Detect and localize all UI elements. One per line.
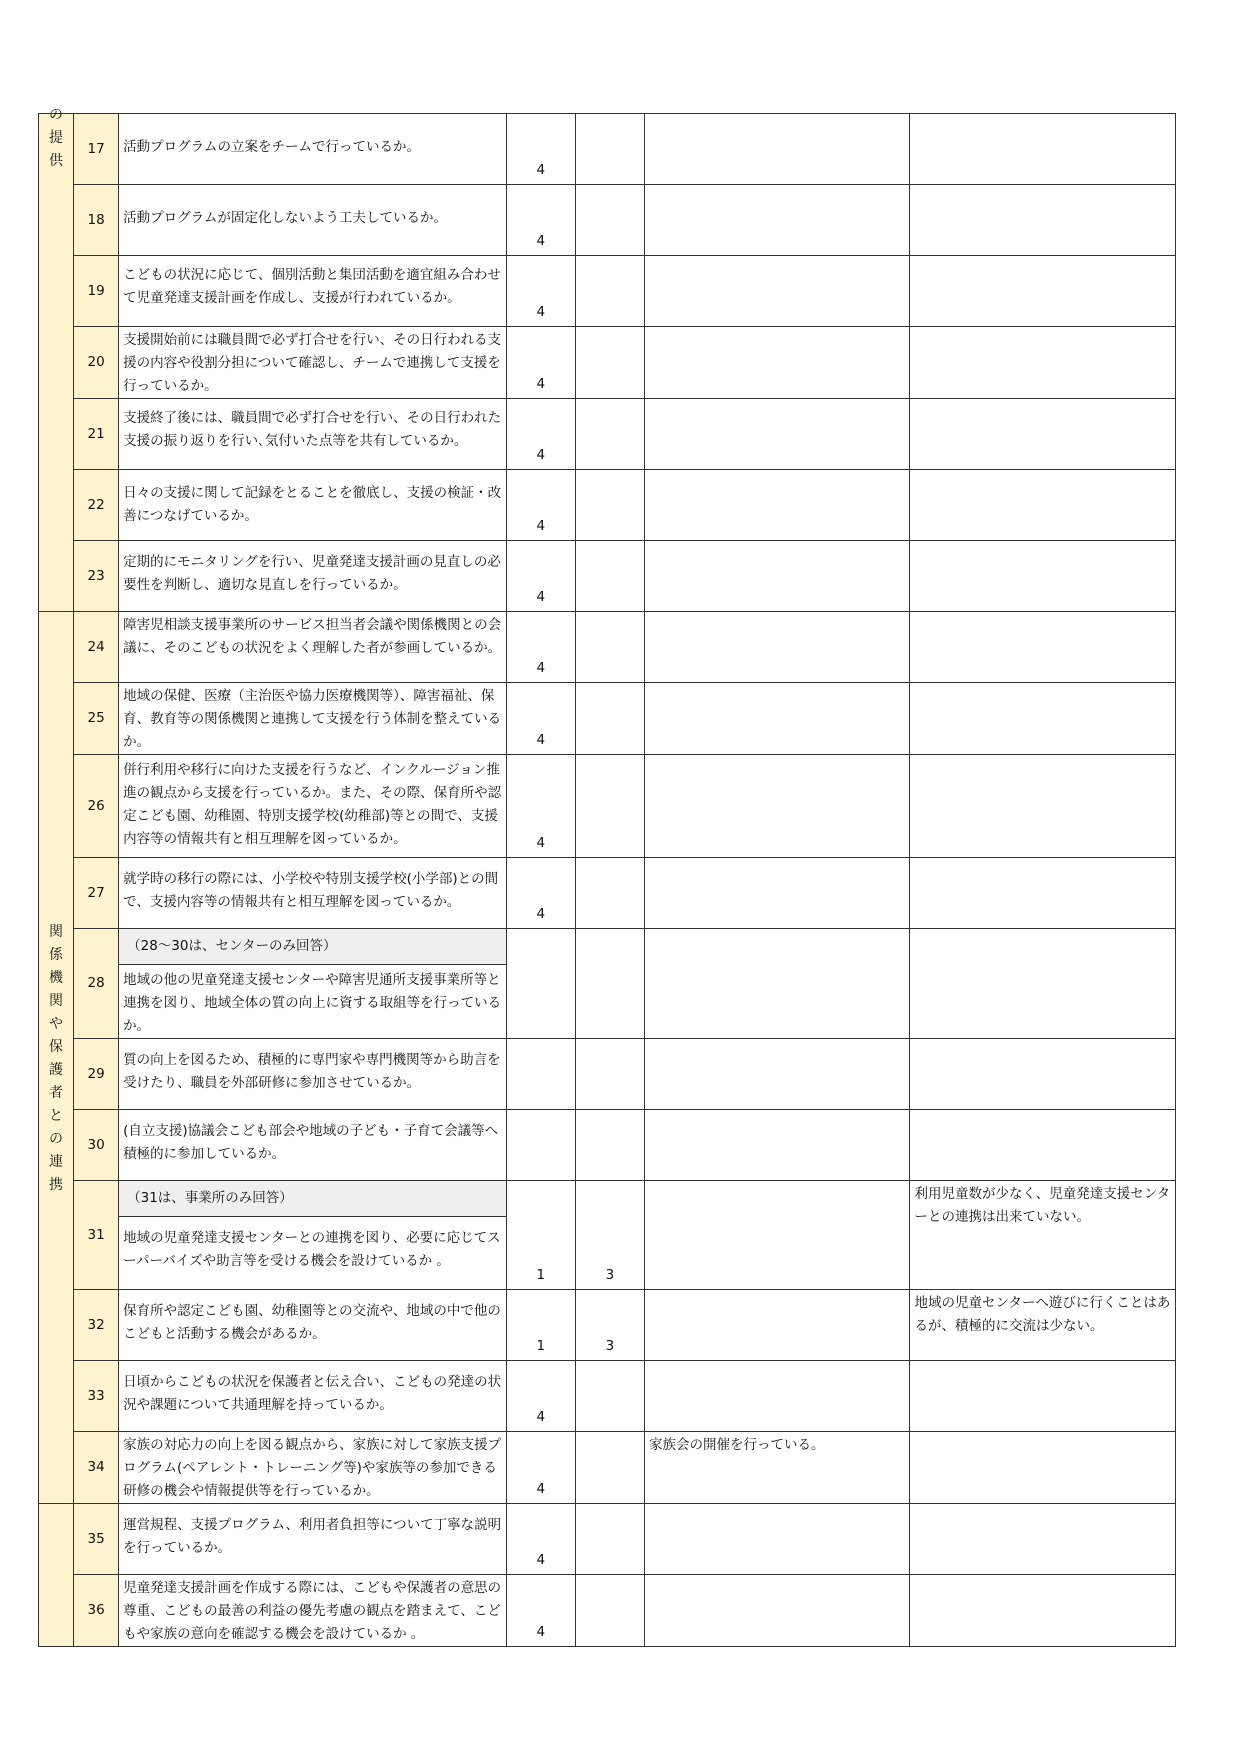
question-text: 質の向上を図るため、積極的に専門家や専門機関等から助言を受けたり、職員を外部研修に参加させているか。 bbox=[123, 1052, 501, 1091]
question-text: 定期的にモニタリングを行い、児童発達支援計画の見直しの必要性を判断し、適切な見直しを行っているか。 bbox=[123, 554, 501, 593]
answer-no-cell bbox=[575, 858, 644, 929]
answer-yes-count: 4 bbox=[536, 518, 546, 534]
item-number: 32 bbox=[74, 1290, 119, 1361]
item-number: 29 bbox=[74, 1039, 119, 1110]
answer-no-cell bbox=[575, 929, 644, 1039]
item-number: 22 bbox=[74, 470, 119, 541]
item-number: 20 bbox=[74, 327, 119, 399]
answer-yes-cell bbox=[506, 1361, 575, 1432]
question-text: 日頃からこどもの状況を保護者と伝え合い、こどもの発達の状況や課題について共通理解を持っているか。 bbox=[123, 1374, 502, 1413]
effort-text bbox=[645, 1290, 909, 1292]
answer-yes-cell bbox=[506, 114, 575, 185]
improvement-cell bbox=[910, 399, 1176, 470]
item-number: 26 bbox=[74, 755, 119, 858]
answer-yes-cell bbox=[506, 1504, 575, 1575]
improvement-text bbox=[910, 1361, 1175, 1363]
question-text: 地域の児童発達支援センターとの連携を図り、必要に応じてスーパーバイズや助言等を受ける機会を設けているか 。 bbox=[123, 1230, 501, 1269]
effort-cell bbox=[645, 1110, 910, 1181]
effort-cell bbox=[645, 1504, 910, 1575]
question-text: 支援開始前には職員間で必ず打合せを行い、その日行われる支援の内容や役割分担について確認し、チームで連携して支援を行っているか。 bbox=[123, 332, 502, 394]
answer-no-cell bbox=[575, 1290, 644, 1361]
answer-yes-count: 1 bbox=[536, 1267, 546, 1283]
answer-no-cell bbox=[575, 612, 644, 683]
answer-yes-count: 4 bbox=[536, 906, 546, 922]
improvement-cell bbox=[910, 1361, 1176, 1432]
answer-no-cell bbox=[575, 1575, 644, 1647]
effort-text bbox=[645, 1504, 909, 1506]
answer-yes-count: 4 bbox=[536, 835, 546, 851]
effort-text bbox=[645, 114, 909, 116]
answer-yes-cell bbox=[506, 1432, 575, 1504]
answer-no-cell bbox=[575, 1361, 644, 1432]
table-row bbox=[39, 1290, 1176, 1361]
improvement-cell bbox=[910, 1039, 1176, 1110]
effort-cell bbox=[645, 541, 910, 612]
improvement-cell bbox=[910, 1432, 1176, 1504]
table-row bbox=[39, 612, 1176, 683]
improvement-text bbox=[910, 1504, 1175, 1506]
answer-no-cell bbox=[575, 327, 644, 399]
answer-no-count: 3 bbox=[605, 1267, 615, 1283]
answer-no-cell bbox=[575, 1432, 644, 1504]
answer-yes-cell bbox=[506, 1290, 575, 1361]
question-text: 地域の保健、医療（主治医や協力医療機関等）、障害福祉、保育、教育等の関係機関と連携して支援を行う体制を整えているか。 bbox=[123, 688, 502, 750]
item-number: 19 bbox=[74, 256, 119, 327]
table-row bbox=[39, 327, 1176, 399]
table-row bbox=[39, 858, 1176, 929]
item-number: 21 bbox=[74, 399, 119, 470]
effort-cell bbox=[645, 327, 910, 399]
question-text: 地域の他の児童発達支援センターや障害児通所支援事業所等と連携を図り、地域全体の質の向上に資する取組等を行っているか。 bbox=[123, 972, 502, 1034]
improvement-cell bbox=[910, 612, 1176, 683]
answer-yes-count: 4 bbox=[536, 304, 546, 320]
answer-scope-note: （28～30は、センターのみ回答） bbox=[119, 929, 506, 965]
effort-cell bbox=[645, 1361, 910, 1432]
question-text: 活動プログラムが固定化しないよう工夫しているか。 bbox=[123, 210, 447, 226]
effort-text bbox=[645, 541, 909, 543]
effort-cell bbox=[645, 858, 910, 929]
answer-no-cell bbox=[575, 470, 644, 541]
answer-no-cell bbox=[575, 185, 644, 256]
table-row bbox=[39, 256, 1176, 327]
category-cell bbox=[39, 612, 74, 1504]
improvement-cell bbox=[910, 1181, 1176, 1290]
question-cell bbox=[119, 399, 507, 470]
answer-no-cell bbox=[575, 541, 644, 612]
item-number: 23 bbox=[74, 541, 119, 612]
question-cell bbox=[119, 1361, 507, 1432]
item-number: 36 bbox=[74, 1575, 119, 1647]
effort-text bbox=[645, 929, 909, 931]
answer-no-cell bbox=[575, 755, 644, 858]
effort-text bbox=[645, 1575, 909, 1577]
category-cell bbox=[39, 1504, 74, 1647]
question-cell bbox=[119, 755, 507, 858]
improvement-text bbox=[910, 1110, 1175, 1112]
answer-yes-count: 4 bbox=[536, 589, 546, 605]
improvement-cell bbox=[910, 185, 1176, 256]
question-cell bbox=[119, 114, 507, 185]
table-row bbox=[39, 1110, 1176, 1181]
table-row bbox=[39, 1504, 1176, 1575]
effort-cell bbox=[645, 755, 910, 858]
question-cell bbox=[119, 1181, 507, 1290]
effort-cell bbox=[645, 1290, 910, 1361]
effort-text bbox=[645, 755, 909, 757]
effort-text bbox=[645, 858, 909, 860]
question-cell bbox=[119, 683, 507, 755]
answer-yes-cell bbox=[506, 541, 575, 612]
answer-no-cell bbox=[575, 683, 644, 755]
question-cell bbox=[119, 858, 507, 929]
improvement-text bbox=[910, 114, 1175, 116]
improvement-cell bbox=[910, 256, 1176, 327]
answer-yes-cell bbox=[506, 185, 575, 256]
effort-text bbox=[645, 470, 909, 472]
effort-text: 家族会の開催を行っている。 bbox=[649, 1437, 825, 1453]
question-cell bbox=[119, 1575, 507, 1647]
table-row bbox=[39, 470, 1176, 541]
question-text: 保育所や認定こども園、幼稚園等との交流や、地域の中で他のこどもと活動する機会があるか。 bbox=[123, 1303, 501, 1342]
question-text: 支援終了後には、職員間で必ず打合せを行い、その日行われた支援の振り返りを行い､気付いた点等を共有しているか。 bbox=[123, 410, 502, 449]
answer-yes-count: 4 bbox=[536, 162, 546, 178]
answer-yes-cell bbox=[506, 929, 575, 1039]
category-cell bbox=[39, 107, 74, 612]
effort-text bbox=[645, 256, 909, 258]
item-number: 17 bbox=[74, 114, 119, 185]
improvement-text: 利用児童数が少なく、児童発達支援センターとの連携は出来ていない。 bbox=[914, 1186, 1171, 1225]
question-cell bbox=[119, 185, 507, 256]
answer-no-count: 3 bbox=[605, 1338, 615, 1354]
question-cell bbox=[119, 1504, 507, 1575]
item-number: 33 bbox=[74, 1361, 119, 1432]
effort-text bbox=[645, 1039, 909, 1041]
question-text: 就学時の移行の際には、小学校や特別支援学校(小学部)との間で、支援内容等の情報共有と相互理解を図っているか。 bbox=[123, 871, 499, 910]
answer-yes-cell bbox=[506, 1181, 575, 1290]
improvement-cell bbox=[910, 541, 1176, 612]
item-number: 34 bbox=[74, 1432, 119, 1504]
table-row bbox=[39, 1432, 1176, 1504]
effort-cell bbox=[645, 1039, 910, 1110]
improvement-cell bbox=[910, 929, 1176, 1039]
answer-yes-cell bbox=[506, 327, 575, 399]
category-label: の提供 bbox=[49, 107, 64, 169]
improvement-cell bbox=[910, 755, 1176, 858]
item-number: 28 bbox=[74, 929, 119, 1039]
table-row bbox=[39, 1361, 1176, 1432]
improvement-cell bbox=[910, 327, 1176, 399]
improvement-text bbox=[910, 327, 1175, 329]
effort-text bbox=[645, 399, 909, 401]
effort-text bbox=[645, 1110, 909, 1112]
effort-text bbox=[645, 327, 909, 329]
table-row bbox=[39, 755, 1176, 858]
item-number: 18 bbox=[74, 185, 119, 256]
improvement-text bbox=[910, 683, 1175, 685]
question-text: 家族の対応力の向上を図る観点から、家族に対して家族支援プログラム(ペアレント・トレーニング等)や家族等の参加できる研修の機会や情報提供等を行っているか。 bbox=[123, 1437, 502, 1499]
answer-yes-count: 4 bbox=[536, 1481, 546, 1497]
improvement-cell bbox=[910, 1110, 1176, 1181]
answer-yes-count: 4 bbox=[536, 376, 546, 392]
effort-cell bbox=[645, 470, 910, 541]
effort-text bbox=[645, 1361, 909, 1363]
effort-cell bbox=[645, 1432, 910, 1504]
effort-cell bbox=[645, 1575, 910, 1647]
improvement-text bbox=[910, 755, 1175, 757]
item-number: 31 bbox=[74, 1181, 119, 1290]
answer-yes-cell bbox=[506, 1110, 575, 1181]
question-cell bbox=[119, 1432, 507, 1504]
improvement-text bbox=[910, 256, 1175, 258]
question-cell bbox=[119, 612, 507, 683]
effort-text bbox=[645, 1181, 909, 1183]
effort-cell bbox=[645, 612, 910, 683]
effort-cell bbox=[645, 929, 910, 1039]
improvement-text bbox=[910, 612, 1175, 614]
item-number: 24 bbox=[74, 612, 119, 683]
effort-cell bbox=[645, 399, 910, 470]
answer-no-cell bbox=[575, 399, 644, 470]
answer-no-cell bbox=[575, 114, 644, 185]
improvement-cell bbox=[910, 114, 1176, 185]
question-text: 併行利用や移行に向けた支援を行うなど、インクルージョン推進の観点から支援を行っているか。また、その際、保育所や認定こども園、幼稚園、特別支援学校(幼稚部)等との間で、支援内容等の情報共有と相互理解を図っているか。 bbox=[123, 762, 502, 847]
table-row bbox=[39, 1181, 1176, 1290]
improvement-text bbox=[910, 470, 1175, 472]
effort-text bbox=[645, 683, 909, 685]
item-number: 35 bbox=[74, 1504, 119, 1575]
question-cell bbox=[119, 1290, 507, 1361]
answer-yes-count: 4 bbox=[536, 1552, 546, 1568]
category-label: 関係機関や保護者との連携 bbox=[49, 923, 64, 1193]
answer-yes-cell bbox=[506, 755, 575, 858]
table-row bbox=[39, 541, 1176, 612]
item-number: 27 bbox=[74, 858, 119, 929]
answer-yes-count: 4 bbox=[536, 732, 546, 748]
table-row bbox=[39, 929, 1176, 1039]
answer-no-cell bbox=[575, 256, 644, 327]
effort-cell bbox=[645, 185, 910, 256]
improvement-text bbox=[910, 399, 1175, 401]
answer-scope-note: （31は、事業所のみ回答） bbox=[119, 1181, 506, 1217]
improvement-cell bbox=[910, 683, 1176, 755]
improvement-text bbox=[910, 858, 1175, 860]
improvement-cell bbox=[910, 1575, 1176, 1647]
answer-yes-cell bbox=[506, 1575, 575, 1647]
answer-yes-count: 4 bbox=[536, 660, 546, 676]
answer-no-cell bbox=[575, 1110, 644, 1181]
question-text: 運営規程、支援プログラム、利用者負担等について丁寧な説明を行っているか。 bbox=[123, 1517, 502, 1556]
answer-yes-cell bbox=[506, 1039, 575, 1110]
effort-text bbox=[645, 185, 909, 187]
answer-no-count bbox=[576, 1644, 644, 1646]
effort-cell bbox=[645, 683, 910, 755]
item-number: 30 bbox=[74, 1110, 119, 1181]
improvement-text bbox=[910, 541, 1175, 543]
table-row bbox=[39, 1575, 1176, 1647]
effort-cell bbox=[645, 114, 910, 185]
answer-yes-cell bbox=[506, 858, 575, 929]
answer-no-cell bbox=[575, 1181, 644, 1290]
question-text: こどもの状況に応じて、個別活動と集団活動を適宜組み合わせて児童発達支援計画を作成し、支援が行われているか。 bbox=[123, 267, 501, 306]
question-text: (自立支援)協議会こども部会や地域の子ども・子育て会議等へ積極的に参加しているか。 bbox=[123, 1123, 499, 1162]
improvement-cell bbox=[910, 1504, 1176, 1575]
improvement-cell bbox=[910, 1290, 1176, 1361]
question-text: 児童発達支援計画を作成する際には、こどもや保護者の意思の尊重、こどもの最善の利益の優先考慮の観点を踏まえて、こどもや家族の意向を確認する機会を設けているか 。 bbox=[123, 1580, 502, 1642]
question-text: 日々の支援に関して記録をとることを徹底し、支援の検証・改善につなげているか。 bbox=[123, 485, 502, 524]
question-cell bbox=[119, 929, 507, 1039]
improvement-text bbox=[910, 1039, 1175, 1041]
answer-yes-cell bbox=[506, 256, 575, 327]
table-row bbox=[39, 683, 1176, 755]
answer-yes-count: 1 bbox=[536, 1338, 546, 1354]
improvement-text: 地域の児童センターへ遊びに行くことはあるが、積極的に交流は少ない。 bbox=[914, 1295, 1171, 1334]
question-text: 活動プログラムの立案をチームで行っているか。 bbox=[123, 139, 420, 155]
answer-yes-count: 4 bbox=[536, 1624, 546, 1640]
answer-yes-count: 4 bbox=[536, 233, 546, 249]
question-cell bbox=[119, 1039, 507, 1110]
question-cell bbox=[119, 470, 507, 541]
table-row bbox=[39, 399, 1176, 470]
answer-yes-cell bbox=[506, 470, 575, 541]
effort-cell bbox=[645, 1181, 910, 1290]
answer-no-cell bbox=[575, 1504, 644, 1575]
answer-yes-cell bbox=[506, 683, 575, 755]
table-row bbox=[39, 114, 1176, 185]
question-cell bbox=[119, 541, 507, 612]
evaluation-table bbox=[38, 107, 1176, 1647]
answer-yes-cell bbox=[506, 612, 575, 683]
improvement-cell bbox=[910, 858, 1176, 929]
answer-no-cell bbox=[575, 1039, 644, 1110]
item-number: 25 bbox=[74, 683, 119, 755]
effort-text bbox=[645, 612, 909, 614]
question-cell bbox=[119, 1110, 507, 1181]
question-text: 障害児相談支援事業所のサービス担当者会議や関係機関との会議に、そのこどもの状況をよく理解した者が参画しているか。 bbox=[123, 617, 502, 656]
improvement-text bbox=[910, 929, 1175, 931]
improvement-cell bbox=[910, 470, 1176, 541]
effort-cell bbox=[645, 256, 910, 327]
question-cell bbox=[119, 256, 507, 327]
answer-yes-count: 4 bbox=[536, 1409, 546, 1425]
table-row bbox=[39, 185, 1176, 256]
improvement-text bbox=[910, 1575, 1175, 1577]
table-row bbox=[39, 1039, 1176, 1110]
improvement-text bbox=[910, 1432, 1175, 1434]
question-cell bbox=[119, 327, 507, 399]
answer-yes-count: 4 bbox=[536, 447, 546, 463]
answer-yes-cell bbox=[506, 399, 575, 470]
improvement-text bbox=[910, 185, 1175, 187]
